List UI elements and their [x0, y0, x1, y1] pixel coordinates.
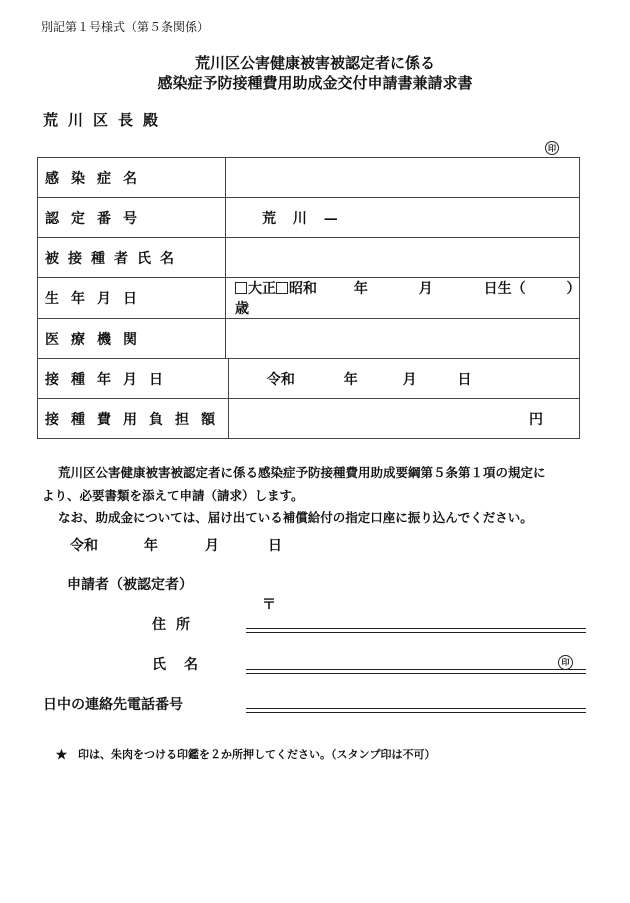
paragraph-line-1: 荒川区公害健康被害被認定者に係る感染症予防接種費用助成要綱第５条第１項の規定に [58, 465, 546, 480]
birthdate-label: 生年月日 [38, 278, 226, 319]
paragraph-line-3: なお、助成金については、届け出ている補償給付の指定口座に振り込んでください。 [58, 510, 533, 525]
applicant-name-line[interactable] [246, 669, 586, 674]
birth-month-unit: 月 [418, 281, 433, 297]
cert-number-prefix: 荒 川 — [262, 210, 344, 227]
birthdate-field[interactable] [226, 278, 580, 319]
era-showa-label: 昭和 [289, 281, 317, 297]
vaccination-date-field[interactable] [228, 359, 579, 399]
postal-mark: 〒 [262, 597, 276, 613]
address-line[interactable] [246, 628, 586, 633]
vaccinee-name-label: 被接種者氏名 [38, 238, 226, 278]
phone-label: 日中の連絡先電話番号 [43, 697, 183, 713]
paragraph-line-2: より、必要書類を添えて申請（請求）します。 [42, 488, 304, 503]
vacc-year-unit: 年 [343, 371, 358, 388]
date-month-unit: 月 [205, 538, 219, 554]
era-taisho-checkbox[interactable] [235, 282, 247, 294]
seal-mark-name: 印 [558, 655, 573, 670]
disease-field[interactable] [226, 158, 580, 198]
date-year-unit: 年 [144, 538, 158, 554]
applicant-name-label: 氏名 [152, 657, 216, 673]
addressee: 荒川区長殿 [43, 111, 169, 129]
form-number: 別記第１号様式（第５条関係） [41, 20, 210, 34]
seal-note: ★ 印は、朱肉をつける印鑑を２か所押してください。（スタンプ印は不可） [56, 748, 436, 761]
institution-field[interactable] [226, 319, 580, 359]
vaccination-date-label: 接種年月日 [38, 359, 229, 399]
title-line-2: 感染症予防接種費用助成金交付申請書兼請求書 [157, 74, 473, 92]
era-showa-checkbox[interactable] [276, 282, 288, 294]
cost-label: 接種費用負担額 [38, 399, 229, 439]
application-table [37, 157, 580, 439]
title-line-1: 荒川区公害健康被害被認定者に係る [194, 54, 435, 72]
cert-number-label: 認定番号 [38, 198, 226, 238]
age-unit: ）歳 [235, 281, 574, 317]
vacc-month-unit: 月 [402, 371, 417, 388]
cost-field[interactable] [228, 399, 579, 439]
vacc-day-unit: 日 [457, 371, 472, 388]
date-era: 令和 [70, 538, 98, 554]
address-label: 住所 [152, 617, 200, 633]
phone-line[interactable] [246, 708, 586, 713]
date-day-unit: 日 [268, 538, 282, 554]
vaccinee-name-field[interactable] [226, 238, 580, 278]
institution-label: 医療機関 [38, 319, 226, 359]
cert-number-field[interactable] [226, 198, 580, 238]
era-taisho-label: 大正 [248, 281, 276, 297]
applicant-heading: 申請者（被認定者） [67, 577, 193, 593]
seal-mark-top: 印 [545, 141, 559, 155]
birth-day-unit: 日生（ [483, 281, 526, 297]
cost-unit: 円 [529, 411, 543, 428]
vacc-era: 令和 [266, 371, 295, 388]
disease-label: 感染症名 [38, 158, 226, 198]
birth-year-unit: 年 [353, 281, 368, 297]
